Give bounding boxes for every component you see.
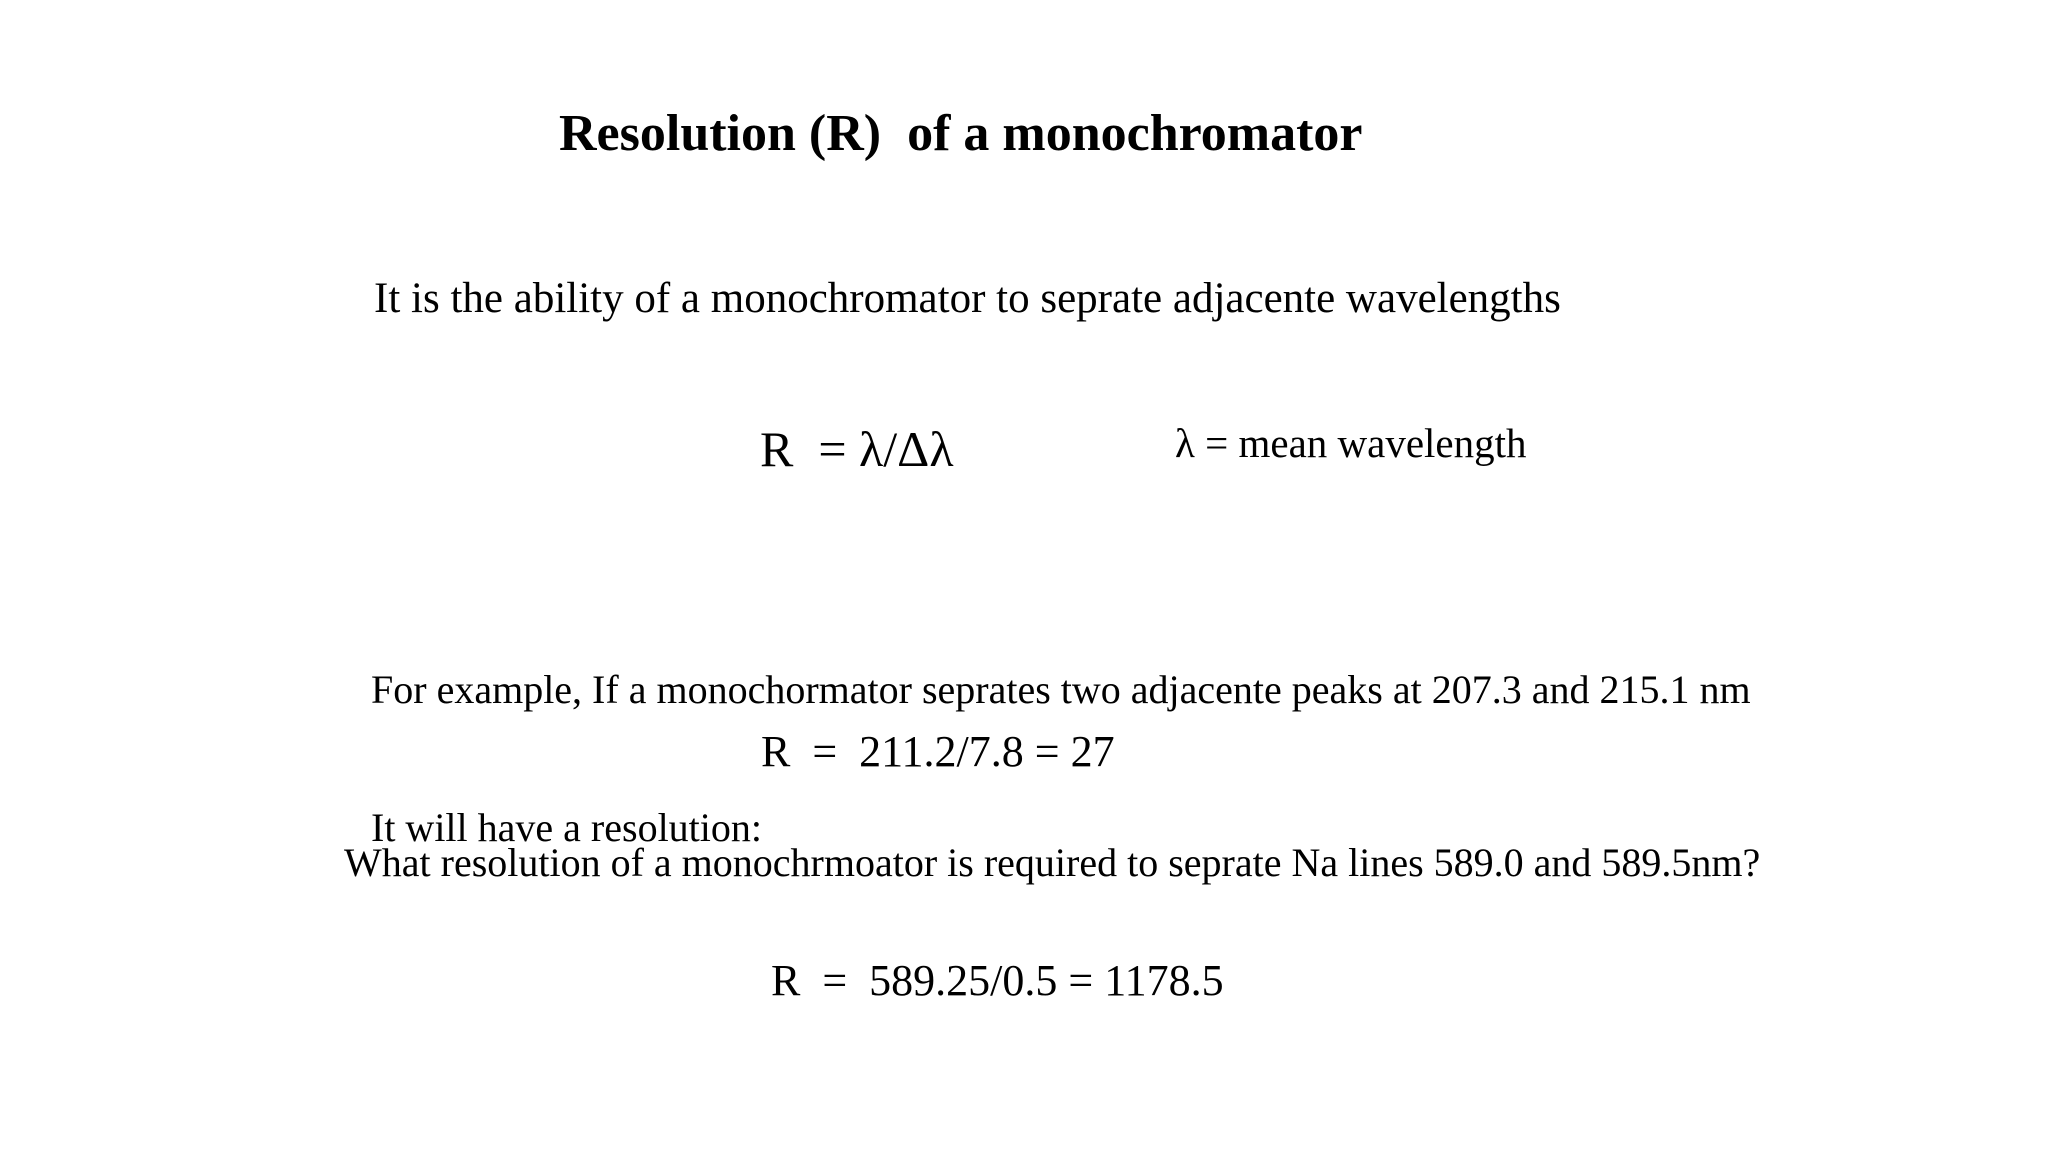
resolution-formula: R = λ/Δλ (760, 421, 954, 477)
question-calculation: R = 589.25/0.5 = 1178.5 (771, 956, 1224, 1005)
example-line-2: It will have a resolution: (371, 805, 763, 850)
example-line-1: For example, If a monochormator seprates two adjacente peaks at 207.3 and 215.1 nm (371, 667, 1751, 712)
lambda-legend: λ = mean wavelength (1175, 420, 1527, 466)
definition-text: It is the ability of a monochromator to seprate adjacente wavelengths (374, 275, 1561, 322)
example-calculation: R = 211.2/7.8 = 27 (761, 727, 1115, 776)
slide-title: Resolution (R) of a monochromator (559, 105, 1363, 162)
question-text: What resolution of a monochrmoator is required to seprate Na lines 589.0 and 589.5nm? (344, 840, 1761, 885)
